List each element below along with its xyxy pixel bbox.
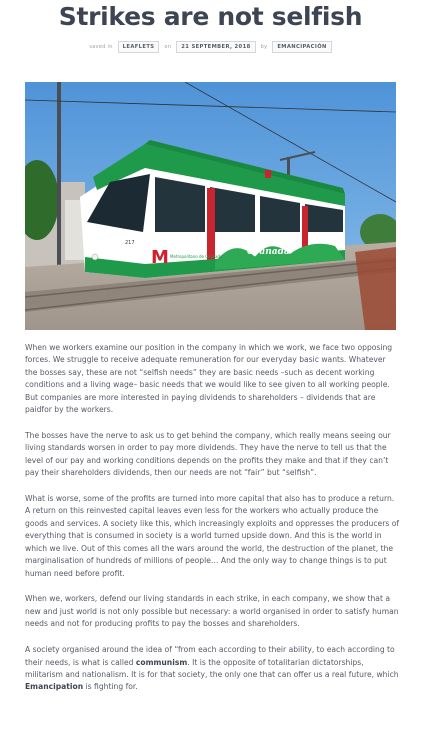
- post-title: Strikes are not selfish: [58, 2, 363, 31]
- p5-text-c: . It is the opposite of totalitarian dictatorships, militarism and nationalism. It is for that society, the only one that can offer us a real future, which: [25, 657, 399, 679]
- saved-in-label: saved in: [89, 44, 113, 50]
- tram-brand-text: Metropolitano de Granada: [170, 254, 223, 259]
- tram-number: 217: [125, 240, 135, 246]
- emancipation-term: Emancipation: [25, 682, 84, 692]
- author-link[interactable]: EMANCIPACIÓN: [272, 41, 331, 53]
- communism-term: communism: [135, 657, 188, 667]
- date-link[interactable]: 21 SEPTEMBER, 2018: [176, 41, 255, 53]
- category-link[interactable]: LEAFLETS: [118, 41, 160, 53]
- p5-text-a: A society organised around the idea of “from each according to their ability, to each according to their needs, is what is called: [25, 645, 395, 667]
- article-paragraph-1: When we workers examine our position in the company in which we work, we face two opposing forces. We struggle to receive adequate remuneration for our everyday basic wants. Whatever the bosses say, these are not “selfish needs” they are basic needs –such as decent working conditions and a living wage– basic needs that we would like to see given to all working people. But companies are more interested in paying dividends to shareholders – dividends that are paidfor by the workers.: [25, 343, 393, 415]
- p5-text-e: is fighting for.: [83, 682, 138, 692]
- featured-image: [25, 82, 396, 330]
- by-label: by: [260, 44, 268, 50]
- tram-logo: M: [151, 247, 169, 268]
- article-paragraph-2: The bosses have the nerve to ask us to get behind the company, which really means seeing our living standards worsen in order to pay more dividends. They have the nerve to tell us that the level of our pay and working conditions depends on the profits they make and that if they can’t pay their shareholders dividends, then our needs are not “fair” but “selfish”.: [25, 430, 391, 478]
- article-body: [25, 342, 400, 707]
- post-meta: [0, 40, 421, 54]
- article-paragraph-3: What is worse, some of the profits are turned into more capital that also has to produce a return. A return on this reinvested capital leaves even less for the workers who actually produce the goods and services. A society like this, which increasingly exploits and oppresses the producers of everything that is consumed in society is a world turned upside down. And this is the world in which we live. Out of this comes all the wars around the world, the destruction of the planet, the marginalisation of hundreds of millions of people… And the only way to change things is to put human need before profit.: [25, 494, 400, 578]
- article-paragraph-4: When we, workers, defend our living standards in each strike, in each company, we show that a new and just world is not only possible but necessary: a world organised in order to satisfy human needs and not for producing profits to pay the bosses and shareholders.: [25, 594, 399, 629]
- tram-side-text: Granada: [247, 247, 290, 257]
- on-label: on: [164, 44, 172, 50]
- article-paragraph-5: [25, 644, 400, 694]
- tram-photo: [25, 82, 396, 330]
